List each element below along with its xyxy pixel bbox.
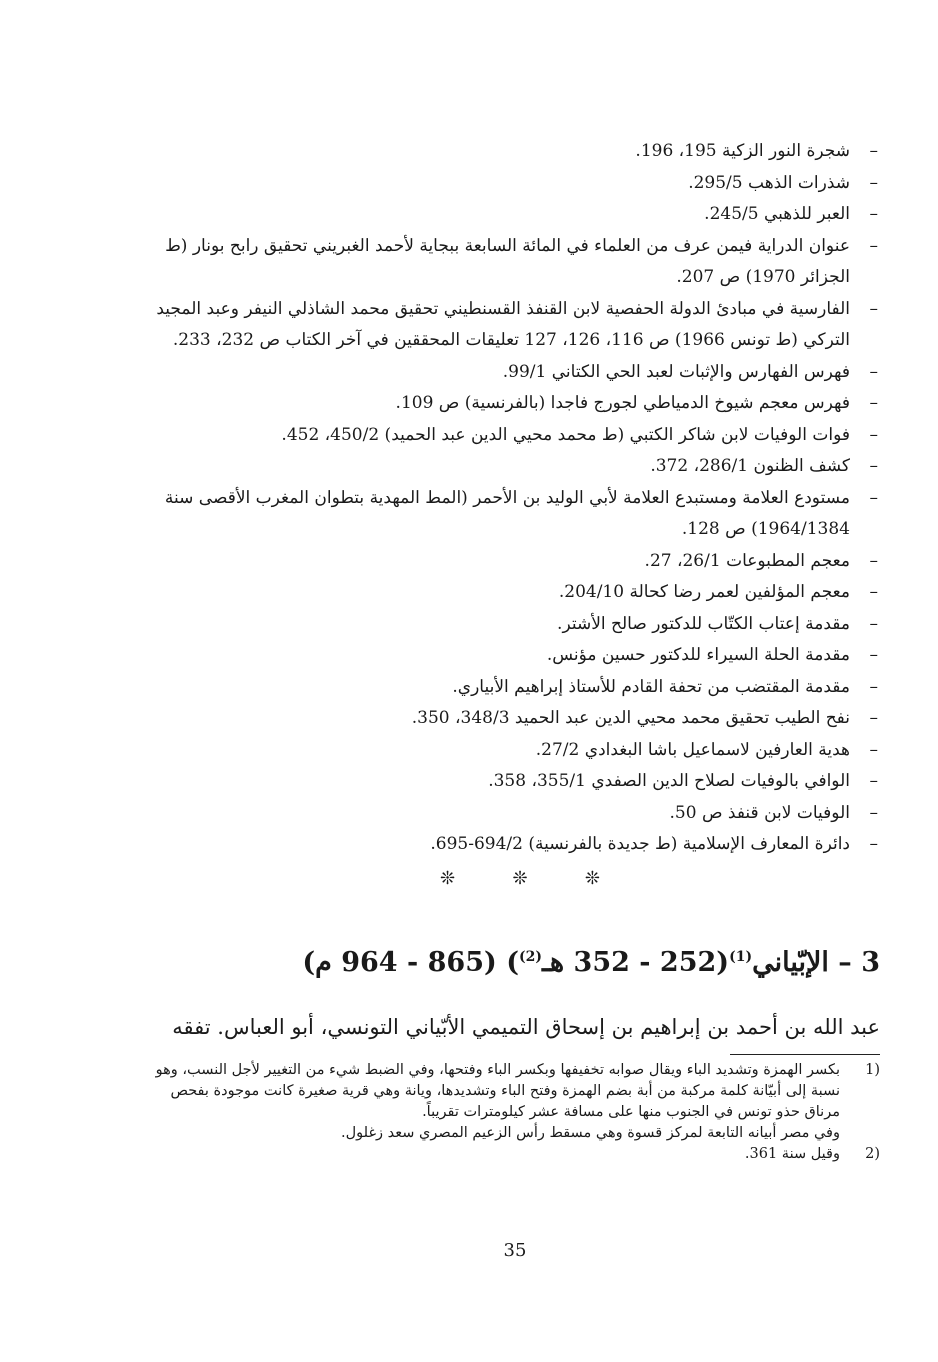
footnote-item bbox=[150, 1144, 880, 1165]
footnotes bbox=[150, 1060, 880, 1165]
reference-text: مقدمة الحلة السيراء للدكتور حسين مؤنس. bbox=[546, 645, 850, 665]
list-dash: – bbox=[869, 456, 878, 476]
reference-item bbox=[140, 829, 880, 861]
reference-item bbox=[140, 672, 880, 704]
list-dash: – bbox=[869, 172, 878, 193]
reference-text: مستودع العلامة ومستبدع العلامة لأبي الوليد بن الأحمر (المط المهدية بتطوان المغرب الأقصى سنة 1964/1384) ص 128. bbox=[164, 487, 850, 539]
reference-item bbox=[140, 420, 880, 452]
list-dash: – bbox=[869, 298, 878, 319]
section-separator bbox=[440, 868, 600, 889]
reference-item bbox=[140, 357, 880, 389]
reference-item bbox=[140, 294, 880, 357]
list-dash: – bbox=[869, 676, 878, 697]
reference-text: معجم المؤلفين لعمر رضا كحالة 204/10. bbox=[558, 582, 850, 602]
reference-text: العبر للذهبي 245/5. bbox=[704, 204, 850, 224]
reference-item bbox=[140, 451, 880, 483]
list-dash: – bbox=[869, 393, 878, 413]
reference-text: نفح الطيب تحقيق محمد محيي الدين عبد الحميد 348/3، 350. bbox=[411, 708, 850, 728]
reference-text: فوات الوفيات لابن شاكر الكتبي (ط محمد محيي الدين عبد الحميد) 450/2، 452. bbox=[281, 424, 850, 445]
page-number: 35 bbox=[503, 1240, 527, 1261]
reference-text: هدية العارفين لاسماعيل باشا البغدادي 27/2. bbox=[535, 739, 850, 760]
reference-text: فهرس الفهارس والإثبات لعبد الحي الكتاني 99/1. bbox=[502, 361, 850, 382]
reference-item bbox=[140, 640, 880, 672]
list-dash: – bbox=[869, 613, 878, 634]
reference-text: شذرات الذهب 295/5. bbox=[688, 172, 850, 193]
footnote-ref-2: (2) bbox=[518, 949, 542, 965]
section-number: 3 – bbox=[838, 947, 880, 978]
reference-item bbox=[140, 703, 880, 735]
reference-text: الفارسية في مبادئ الدولة الحفصية لابن القنفذ القسنطيني تحقيق محمد الشاذلي النيفر وعبد المجيد التركي (ط تونس 1966) ص 116، 126، 127 تعليقات المحققين في آخر الكتاب ص 232، 233. bbox=[156, 298, 850, 350]
list-dash: – bbox=[869, 141, 878, 161]
list-dash: – bbox=[869, 550, 878, 571]
reference-text: دائرة المعارف الإسلامية (ط جديدة بالفرنسية) 694/2-695. bbox=[430, 834, 850, 854]
section-dates-ad: (865 - 964 م) bbox=[302, 947, 507, 978]
footnote-ref-1: (1) bbox=[729, 949, 753, 965]
reference-text: الوفيات لابن قنفذ ص 50. bbox=[669, 802, 850, 823]
reference-text: كشف الظنون 286/1، 372. bbox=[650, 456, 850, 476]
reference-text: مقدمة المقتضب من تحفة القادم للأستاذ إبراهيم الأبياري. bbox=[452, 676, 850, 697]
section-dates-close: ) bbox=[506, 947, 519, 978]
reference-text: شجرة النور الزكية 195، 196. bbox=[635, 141, 850, 161]
list-dash: – bbox=[869, 645, 878, 665]
reference-text: عنوان الدراية فيمن عرف من العلماء في المائة السابعة ببجاية لأحمد الغبريني تحقيق رابح بونار (ط الجزائر 1970) ص 207. bbox=[165, 235, 850, 287]
footnote-item bbox=[150, 1060, 880, 1144]
reference-item bbox=[140, 231, 880, 294]
section-dates-hijri: (252 - 352 هـ bbox=[541, 947, 730, 978]
asterism-star: ❊ bbox=[584, 868, 600, 889]
reference-item bbox=[140, 136, 880, 168]
list-dash: – bbox=[869, 582, 878, 602]
reference-list bbox=[140, 136, 880, 861]
reference-item bbox=[140, 483, 880, 546]
footnote-text: وفي مصر أبيانه التابعة لمركز قسوة وهي مسقط رأس الزعيم المصري سعد زغلول. bbox=[341, 1125, 840, 1141]
list-dash: – bbox=[869, 739, 878, 760]
reference-item bbox=[140, 798, 880, 830]
footnote-number: 2) bbox=[865, 1146, 880, 1162]
list-dash: – bbox=[869, 771, 878, 791]
footnote-text: بكسر الهمزة وتشديد الباء ويقال صوابه تخفيفها وبكسر الباء وفتحها، وفي الضبط شيء من التغيير لأجل النسب، وهو نسبة إلى أبيّانة كلمة مركبة من أبة بضم الهمزة وفتح الباء وتشديدها، ويانة وهي قرية صغيرة كانت موجودة بفحص مرناق حذو تونس في الجنوب منها على مسافة عشر كيلومترات تقريباً. bbox=[155, 1062, 840, 1120]
reference-text: مقدمة إعتاب الكتّاب للدكتور صالح الأشتر. bbox=[557, 613, 850, 634]
section-name: الإبّياني bbox=[752, 947, 829, 978]
list-dash: – bbox=[869, 235, 878, 256]
reference-item bbox=[140, 199, 880, 231]
reference-text: الوافي بالوفيات لصلاح الدين الصفدي 355/1، 358. bbox=[488, 771, 850, 791]
asterism-star: ❊ bbox=[512, 868, 528, 889]
reference-item bbox=[140, 168, 880, 200]
reference-text: معجم المطبوعات 26/1، 27. bbox=[644, 550, 850, 571]
reference-item bbox=[140, 577, 880, 609]
intro-paragraph: عبد الله بن أحمد بن إبراهيم بن إسحاق التميمي الأبّياني التونسي، أبو العباس. تفقه bbox=[172, 1015, 880, 1039]
footnote-number: 1) bbox=[865, 1062, 880, 1078]
reference-text: فهرس معجم شيوخ الدمياطي لجورج فاجدا (بالفرنسية) ص 109. bbox=[395, 393, 850, 413]
list-dash: – bbox=[869, 802, 878, 823]
list-dash: – bbox=[869, 487, 878, 508]
footnote-rule bbox=[730, 1054, 880, 1055]
reference-item bbox=[140, 388, 880, 420]
reference-item bbox=[140, 766, 880, 798]
list-dash: – bbox=[869, 361, 878, 382]
asterism-star: ❊ bbox=[440, 868, 456, 889]
list-dash: – bbox=[869, 834, 878, 854]
reference-item bbox=[140, 609, 880, 641]
footnote-text: وقيل سنة 361. bbox=[744, 1146, 840, 1162]
reference-item bbox=[140, 546, 880, 578]
section-heading bbox=[300, 935, 880, 985]
list-dash: – bbox=[869, 424, 878, 445]
list-dash: – bbox=[869, 708, 878, 728]
list-dash: – bbox=[869, 204, 878, 224]
reference-item bbox=[140, 735, 880, 767]
